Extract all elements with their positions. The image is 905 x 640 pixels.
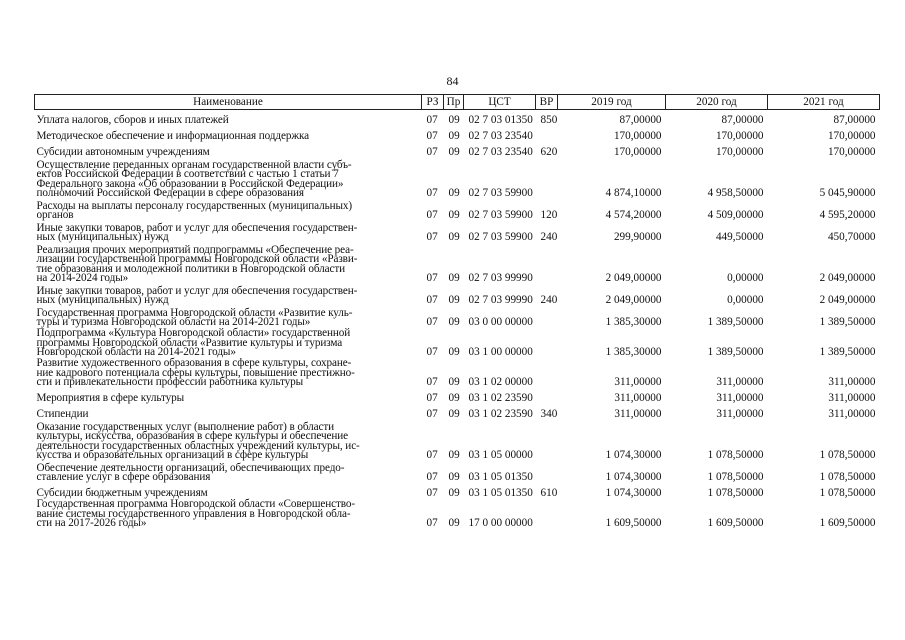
cell-name-line: Методическое обеспечение и информационная поддержка [36,130,310,143]
cell-name-line: Иные закупки товаров, работ и услуг для обеспечения государствен- [36,284,358,297]
cell-name-line: полномочий Российской Федерации в сфере образования [36,187,304,200]
page-number: 84 [446,74,459,88]
cell-vr [536,499,558,529]
cell-2020: 170,00000 [715,146,764,159]
cell-name [35,221,422,243]
budget-table-container [34,94,879,529]
cell-name-line: Мероприятия в сфере культуры [36,392,185,405]
cell-2021: 4 595,20000 [819,209,876,222]
cell-vr [536,243,558,284]
cell-vr [536,420,558,461]
cell-2019: 299,90000 [613,231,662,244]
cell-2021: 1 389,50000 [819,316,876,329]
cell-2021: 170,00000 [827,146,876,159]
cell-2021: 1 389,50000 [819,346,876,359]
cell-name-line: ние кадрового потенциала сферы культуры, повышение престижно- [36,366,355,379]
cell-2019: 87,00000 [619,114,662,127]
cell-cst: 02 7 03 99990 [468,272,533,285]
cell-cst: 03 1 05 00000 [468,449,533,462]
cell-vr [536,328,558,358]
cell-name-line: Подпрограмма «Культура Новгородской области» государственной [36,327,351,340]
cell-name-line: Уплата налогов, сборов и иных платежей [36,114,229,127]
cell-cst: 17 0 00 00000 [468,517,533,530]
cell-vr: 610 [540,487,558,500]
cell-name-line: Оказание государственных услуг (выполнение работ) в области [36,420,335,433]
cell-2019: 170,00000 [613,130,662,143]
cell-pr: 09 [448,209,460,222]
cell-pr: 09 [448,376,460,389]
cell-rz: 07 [426,231,438,244]
table-row [35,158,880,199]
table-row [35,328,880,358]
cell-name-line: ных (муниципальных) нужд [36,231,169,244]
cell-rz: 07 [426,209,438,222]
cell-2020: 311,00000 [716,376,764,389]
cell-2020: 311,00000 [716,408,764,421]
cell-name-line: Государственная программа Новгородской области «Развитие куль- [36,306,353,319]
cell-pr: 09 [448,231,460,244]
cell-2021: 450,70000 [827,231,876,244]
cell-2020: 4 958,50000 [707,187,764,200]
cell-rz: 07 [426,376,438,389]
cell-name [35,306,422,328]
cell-2021: 311,00000 [828,376,876,389]
cell-2019: 4 574,20000 [605,209,662,222]
cell-name-line: органов [36,209,74,222]
cell-2019: 311,00000 [614,408,662,421]
cell-name-line: Расходы на выплаты персоналу государственных (муниципальных) [36,199,353,212]
header-2020: 2020 год [666,95,768,110]
cell-cst: 03 1 02 00000 [468,376,533,389]
cell-2020: 87,00000 [721,114,764,127]
cell-name [35,126,422,142]
table-row [35,358,880,388]
cell-name [35,461,422,483]
table-row [35,404,880,420]
cell-vr [536,306,558,328]
cell-name-line: Федерального закона «Об образовании в Российской Федерации» [36,177,344,190]
cell-rz: 07 [426,346,438,359]
cell-name-line: ставление услуг в сфере образования [36,471,211,484]
cell-name-line: Государственная программа Новгородской области «Совершенство- [36,498,355,511]
cell-name-line: сти на 2017-2026 годы» [36,517,147,530]
cell-2021: 170,00000 [827,130,876,143]
header-rz: РЗ [422,95,444,110]
cell-2021: 5 045,90000 [819,187,876,200]
cell-rz: 07 [426,517,438,530]
cell-2020: 1 389,50000 [707,316,764,329]
cell-pr: 09 [448,114,460,127]
cell-2021: 2 049,00000 [819,294,876,307]
cell-cst: 02 7 03 23540 [468,130,533,143]
cell-vr: 120 [540,209,558,222]
cell-pr: 09 [448,346,460,359]
cell-cst: 02 7 03 59900 [468,187,533,200]
cell-2019: 1 385,30000 [605,346,662,359]
cell-name-line: ектов Российской Федерации в соответствии с частью 1 статьи 7 [36,168,339,181]
cell-cst: 03 1 02 23590 [468,392,533,405]
cell-name [35,499,422,529]
cell-2019: 311,00000 [614,376,662,389]
cell-2019: 1 609,50000 [605,517,662,530]
cell-2019: 2 049,00000 [605,294,662,307]
cell-cst: 02 7 03 23540 [468,146,533,159]
cell-name [35,199,422,221]
cell-name-line: программы Новгородской области «Развитие культуры и туризма [36,336,343,349]
cell-name-line: туры и туризма Новгородской области на 2014-2021 годы» [36,316,311,329]
cell-name-line: лизации государственной программы Новгородской области «Разви- [36,253,358,266]
cell-pr: 09 [448,187,460,200]
cell-name [35,284,422,306]
cell-name [35,158,422,199]
cell-name [35,110,422,127]
cell-cst: 02 7 03 59900 [468,209,533,222]
cell-name-line: ных (муниципальных) нужд [36,294,169,307]
cell-2020: 1 078,50000 [707,471,764,484]
cell-cst: 03 1 05 01350 [468,487,533,500]
cell-rz: 07 [426,187,438,200]
cell-name-line: сти и привлекательности профессии работника культуры [36,376,303,389]
cell-2021: 1 078,50000 [819,449,876,462]
cell-rz: 07 [426,449,438,462]
cell-name [35,420,422,461]
table-row [35,199,880,221]
cell-name-line: вание системы государственного управления в Новгородской обла- [36,507,351,520]
cell-2020: 449,50000 [715,231,764,244]
table-row [35,284,880,306]
table-row [35,420,880,461]
cell-2020: 311,00000 [716,392,764,405]
cell-2019: 170,00000 [613,146,662,159]
cell-2021: 311,00000 [828,392,876,405]
cell-name-line: Субсидии бюджетным учреждениям [36,487,208,500]
cell-name [35,142,422,158]
cell-rz: 07 [426,114,438,127]
cell-name [35,358,422,388]
cell-2019: 1 385,30000 [605,316,662,329]
cell-2021: 1 609,50000 [819,517,876,530]
cell-2019: 1 074,30000 [605,487,662,500]
cell-2021: 1 078,50000 [819,471,876,484]
table-row [35,221,880,243]
header-name: Наименование [35,95,422,110]
cell-2020: 1 078,50000 [707,449,764,462]
table-row [35,461,880,483]
cell-cst: 02 7 03 99990 [468,294,533,307]
table-row [35,483,880,499]
cell-cst: 02 7 03 59900 [468,231,533,244]
cell-2020: 0,00000 [727,272,764,285]
cell-2019: 311,00000 [614,392,662,405]
cell-cst: 03 0 00 00000 [468,316,533,329]
cell-pr: 09 [448,146,460,159]
cell-2021: 2 049,00000 [819,272,876,285]
cell-vr: 850 [540,114,558,127]
table-row [35,388,880,404]
cell-name-line: деятельности государственных областных учреждений культуры, ис- [36,439,360,452]
cell-2021: 87,00000 [833,114,876,127]
cell-name-line: Развитие художественного образования в сфере культуры, сохране- [36,357,352,370]
cell-name-line: Иные закупки товаров, работ и услуг для обеспечения государствен- [36,221,358,234]
cell-name-line: Обеспечение деятельности организаций, обеспечивающих предо- [36,461,345,474]
cell-2019: 4 874,10000 [605,187,662,200]
cell-vr: 620 [540,146,558,159]
cell-name [35,388,422,404]
cell-pr: 09 [448,294,460,307]
cell-pr: 09 [448,272,460,285]
cell-name-line: кусства и образовательных организаций в сфере культуры [36,449,309,462]
cell-pr: 09 [448,392,460,405]
cell-rz: 07 [426,272,438,285]
cell-pr: 09 [448,130,460,143]
cell-2021: 311,00000 [828,408,876,421]
cell-vr: 240 [540,231,558,244]
cell-name [35,404,422,420]
table-row [35,499,880,529]
cell-pr: 09 [448,316,460,329]
cell-rz: 07 [426,146,438,159]
table-row [35,243,880,284]
cell-pr: 09 [448,408,460,421]
cell-pr: 09 [448,517,460,530]
cell-name-line: Реализация прочих мероприятий подпрограммы «Обеспечение реа- [36,243,354,256]
cell-2019: 2 049,00000 [605,272,662,285]
header-2019: 2019 год [558,95,666,110]
cell-2020: 0,00000 [727,294,764,307]
cell-2019: 1 074,30000 [605,449,662,462]
header-2021: 2021 год [768,95,880,110]
cell-2020: 4 509,00000 [707,209,764,222]
cell-2020: 1 078,50000 [707,487,764,500]
cell-name-line: тие образования и молодежной политики в Новгородской области [36,262,346,275]
cell-vr [536,126,558,142]
cell-pr: 09 [448,471,460,484]
cell-name [35,328,422,358]
cell-rz: 07 [426,294,438,307]
cell-name-line: Стипендии [36,408,89,421]
table-row [35,142,880,158]
cell-rz: 07 [426,487,438,500]
cell-cst: 03 1 02 23590 [468,408,533,421]
cell-cst: 03 1 00 00000 [468,346,533,359]
cell-rz: 07 [426,408,438,421]
cell-vr [536,388,558,404]
budget-table [34,94,880,529]
cell-name-line: Новгородской области на 2014-2021 годы» [36,346,236,359]
table-body [35,110,880,530]
cell-vr: 240 [540,294,558,307]
header-pr: Пр [444,95,464,110]
cell-pr: 09 [448,449,460,462]
cell-cst: 03 1 05 01350 [468,471,533,484]
cell-cst: 02 7 03 01350 [468,114,533,127]
cell-2021: 1 078,50000 [819,487,876,500]
cell-vr [536,358,558,388]
table-row [35,126,880,142]
header-vr: ВР [536,95,558,110]
cell-name-line: на 2014-2024 годы» [36,272,129,285]
cell-name-line: культуры, искусства, образования в сфере культуры и обеспечение [36,430,348,443]
cell-2020: 170,00000 [715,130,764,143]
cell-2019: 1 074,30000 [605,471,662,484]
cell-2020: 1 389,50000 [707,346,764,359]
cell-pr: 09 [448,487,460,500]
cell-vr [536,158,558,199]
cell-name [35,243,422,284]
cell-rz: 07 [426,392,438,405]
cell-2020: 1 609,50000 [707,517,764,530]
cell-name-line: Осуществление переданных органам государственной власти субъ- [36,158,352,171]
cell-rz: 07 [426,130,438,143]
cell-vr: 340 [540,408,558,421]
cell-name [35,483,422,499]
table-row [35,306,880,328]
cell-vr [536,461,558,483]
cell-rz: 07 [426,316,438,329]
header-cst: ЦСТ [464,95,536,110]
table-row [35,110,880,127]
cell-rz: 07 [426,471,438,484]
table-header-row [35,95,880,110]
cell-name-line: Субсидии автономным учреждениям [36,146,210,159]
